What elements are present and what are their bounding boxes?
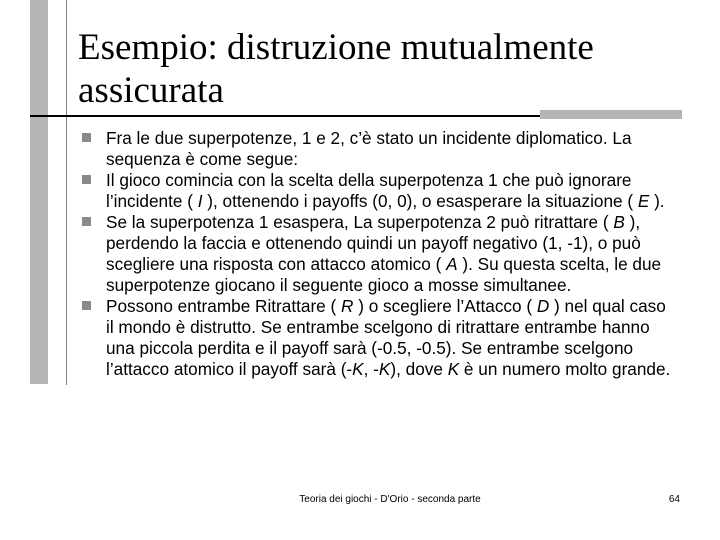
bullet-text: , - — [363, 359, 379, 379]
bullet-text: ). Su questa scelta, le due superpotenze giocano il seguente gioco a mosse simultanee. — [106, 254, 662, 295]
bullet-text: ) nel qual caso il mondo è distrutto. Se entrambe scelgono di ritrattare entrambe hanno una piccola perdita e il payoff sarà (-0.5, -0.5). Se entrambe scelgono l’attacco atomico il payoff sarà (- — [106, 296, 666, 379]
bullet-text: ). — [649, 191, 665, 211]
variable-i: I — [197, 191, 203, 211]
variable-r: R — [341, 296, 354, 316]
bullet-text: ), perdendo la faccia e ottenendo quindi un payoff negativo (1, -1), o può scegliere una risposta con attacco atomico ( — [106, 212, 641, 274]
variable-k: K — [378, 359, 391, 379]
bullet-text: Possono entrambe Ritrattare ( — [106, 296, 342, 316]
square-bullet-icon — [82, 175, 91, 184]
variable-d: D — [536, 296, 550, 316]
bullet-item — [82, 212, 677, 296]
square-bullet-icon — [82, 301, 91, 310]
bullet-text: Il gioco comincia con la scelta della superpotenza 1 che può ignorare l’incidente ( — [106, 170, 632, 211]
bullet-text: ) o scegliere l’Attacco ( — [353, 296, 537, 316]
page-number: 64 — [668, 494, 680, 505]
square-bullet-icon — [82, 133, 91, 142]
variable-k: K — [447, 359, 460, 379]
slide-title-line-2: assicurata — [78, 70, 224, 111]
bullet-item — [82, 170, 677, 212]
bullet-item — [82, 128, 677, 170]
bullet-text: ), ottenendo i payoffs (0, 0), o esasperare la situazione ( — [202, 191, 638, 211]
slide-footer: Teoria dei giochi - D'Orio - seconda parte — [299, 494, 481, 505]
variable-b: B — [613, 212, 625, 232]
slide-title — [78, 26, 678, 112]
variable-e: E — [637, 191, 650, 211]
bullet-list — [82, 128, 677, 380]
bullet-item — [82, 296, 677, 380]
decorative-left-bar — [30, 0, 48, 384]
bullet-text: ), dove — [390, 359, 448, 379]
bullet-text: Fra le due superpotenze, 1 e 2, c’è stato un incidente diplomatico. La sequenza è come segue: — [106, 128, 632, 169]
variable-a: A — [446, 254, 458, 274]
bullet-text: Se la superpotenza 1 esaspera, La superpotenza 2 può ritrattare ( — [106, 212, 614, 232]
slide-title-line-1: Esempio: distruzione mutualmente — [78, 27, 594, 68]
bullet-text: è un numero molto grande. — [459, 359, 671, 379]
decorative-vertical-line — [66, 0, 67, 385]
square-bullet-icon — [82, 217, 91, 226]
variable-k: K — [352, 359, 364, 379]
